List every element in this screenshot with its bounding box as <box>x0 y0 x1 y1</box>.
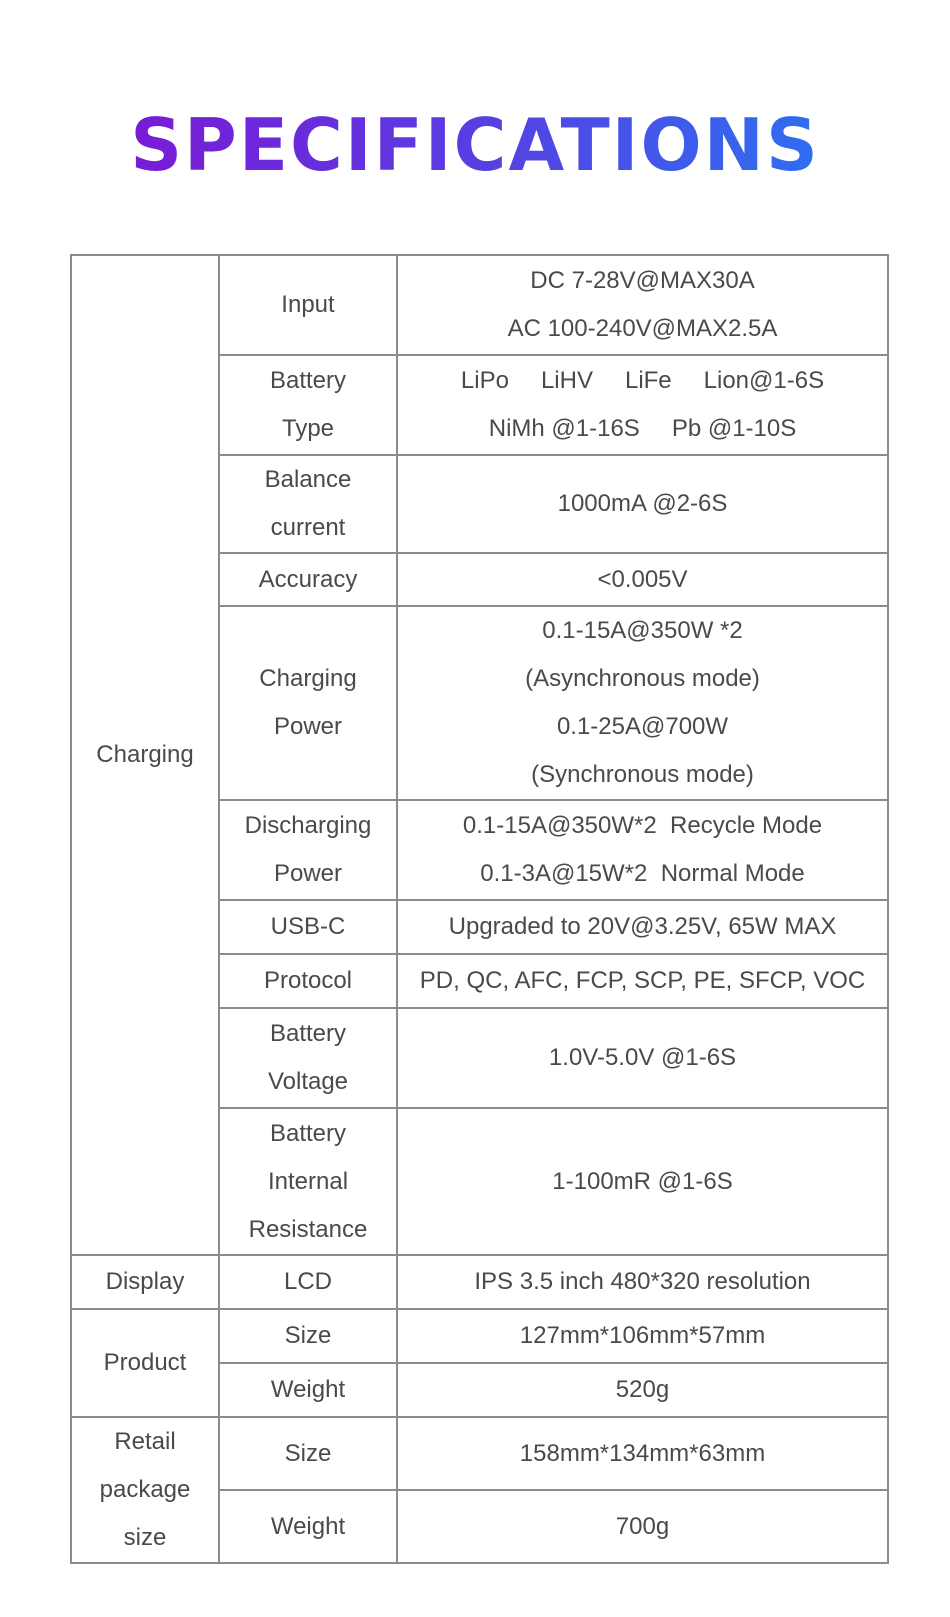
value-input <box>397 255 888 355</box>
label-discharging-power-line1: Discharging <box>244 812 372 839</box>
value-input-dc: DC 7-28V@MAX30A <box>530 267 755 294</box>
value-charging-power <box>397 606 888 800</box>
battery-type-lipo: LiPo <box>460 367 509 394</box>
battery-type-lihv: LiHV <box>540 367 593 394</box>
value-discharging-power <box>397 800 888 900</box>
label-retail-weight: Weight <box>219 1490 397 1563</box>
value-accuracy: <0.005V <box>397 553 888 606</box>
charging-power-sync-mode: (Synchronous mode) <box>531 761 754 788</box>
value-retail-weight: 700g <box>397 1490 888 1563</box>
label-battery-type-line2: Type <box>281 415 335 442</box>
retail-group-line3: size <box>123 1524 167 1551</box>
battery-type-line1 <box>404 357 881 405</box>
table-row-product-size <box>71 1309 888 1363</box>
discharging-power-recycle: 0.1-15A@350W*2 Recycle Mode <box>462 812 823 839</box>
value-battery-type <box>397 355 888 455</box>
label-charging-power <box>219 606 397 800</box>
label-protocol: Protocol <box>219 954 397 1008</box>
charging-power-async-mode: (Asynchronous mode) <box>525 665 760 692</box>
label-product-size: Size <box>219 1309 397 1363</box>
value-product-size: 127mm*106mm*57mm <box>397 1309 888 1363</box>
value-battery-voltage: 1.0V-5.0V @1-6S <box>397 1008 888 1108</box>
group-cell-charging: Charging <box>71 255 219 1255</box>
label-input: Input <box>219 255 397 355</box>
charging-power-async-value: 0.1-15A@350W *2 <box>542 617 743 644</box>
value-balance-current: 1000mA @2-6S <box>397 455 888 553</box>
value-protocol: PD, QC, AFC, FCP, SCP, PE, SFCP, VOC <box>397 954 888 1008</box>
battery-type-nimh: NiMh @1-16S <box>488 415 640 442</box>
label-battery-voltage <box>219 1008 397 1108</box>
page-title <box>0 100 950 190</box>
label-usb-c: USB-C <box>219 900 397 954</box>
label-battery-type-line1: Battery <box>269 367 347 394</box>
label-bir-line3: Resistance <box>248 1215 368 1243</box>
group-cell-retail-package <box>71 1417 219 1563</box>
table-row-retail-size <box>71 1417 888 1490</box>
label-charging-power-line2: Power <box>273 713 343 740</box>
battery-type-pb: Pb @1-10S <box>671 415 797 442</box>
value-lcd: IPS 3.5 inch 480*320 resolution <box>397 1255 888 1309</box>
battery-type-life: LiFe <box>624 367 672 394</box>
discharging-power-normal: 0.1-3A@15W*2 Normal Mode <box>480 860 805 887</box>
label-retail-size: Size <box>219 1417 397 1490</box>
label-bir-line1: Battery <box>269 1119 347 1147</box>
label-bir-line2: Internal <box>267 1167 349 1195</box>
label-balance-current: Balance current <box>219 455 397 553</box>
battery-type-lion: Lion@1-6S <box>703 367 825 394</box>
value-product-weight: 520g <box>397 1363 888 1417</box>
group-cell-product: Product <box>71 1309 219 1417</box>
group-cell-display: Display <box>71 1255 219 1309</box>
label-product-weight: Weight <box>219 1363 397 1417</box>
retail-group-line2: package <box>99 1476 191 1503</box>
label-battery-voltage-line1: Battery <box>269 1020 347 1047</box>
label-discharging-power <box>219 800 397 900</box>
value-usb-c: Upgraded to 20V@3.25V, 65W MAX <box>397 900 888 954</box>
charging-power-sync-value: 0.1-25A@700W <box>556 713 729 740</box>
table-row-input <box>71 255 888 355</box>
retail-group-line1: Retail <box>114 1428 176 1455</box>
label-discharging-power-line2: Power <box>273 860 343 887</box>
value-retail-size: 158mm*134mm*63mm <box>397 1417 888 1490</box>
label-battery-internal-resistance <box>219 1108 397 1255</box>
label-accuracy: Accuracy <box>219 553 397 606</box>
title-text: SPECIFICATIONS <box>130 103 820 187</box>
label-lcd: LCD <box>219 1255 397 1309</box>
label-battery-type <box>219 355 397 455</box>
value-battery-internal-resistance: 1-100mR @1-6S <box>397 1108 888 1255</box>
label-battery-voltage-line2: Voltage <box>267 1068 349 1095</box>
battery-type-line2 <box>404 405 881 453</box>
specifications-table <box>70 254 889 1564</box>
value-input-ac: AC 100-240V@MAX2.5A <box>507 315 778 342</box>
table-row-display <box>71 1255 888 1309</box>
label-charging-power-line1: Charging <box>259 665 357 692</box>
